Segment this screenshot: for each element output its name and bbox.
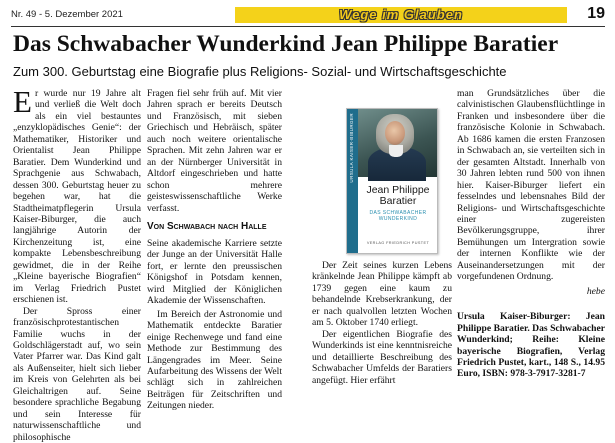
paragraph: Der Spross einer französischprotestantischen Familie wuchs in der Goldschlägerstadt auf, wo sein Vater Pfarrer war. Das Kind galt als Außenseiter, hielt sich lieber im Kreis von Gelehrten als bei Gleichaltrigen auf. Seine besondere sprachliche Begabung und sein Interesse für naturwissenschaftliche und philosophische: [13, 305, 141, 443]
paragraph: Fragen fiel sehr früh auf. Mit vier Jahren sprach er bereits Deutsch und Französisch, mit sieben Griechisch und Hebräisch, später auch noch weitere orientalische Sprachen. Mit zehn Jahren war er an der Nürnberger Universität in Altdorf eingeschrieben und hatte schon mehrere geisteswissenschaftliche Werke verfasst.: [147, 88, 282, 214]
issue-date: Nr. 49 - 5. Dezember 2021: [11, 9, 123, 20]
masthead-banner: [235, 7, 567, 23]
article-column-1: [13, 84, 141, 443]
book-title: [361, 185, 435, 207]
book-subtitle-line: WUNDERKIND: [378, 216, 418, 222]
portrait-face: [385, 121, 405, 145]
author-initials: hebe: [586, 285, 605, 297]
book-subtitle: [361, 210, 435, 222]
paragraph: man Grundsätzliches über die calvinistischen Glaubensflüchtlinge in Franken und insbesondere über die französische Kolonie in Schwabach. Ab 1686 kamen die ersten Franzosen in Schwabach an, sie verteilten sich in der gesamten Altstadt. Innerhalb von 30 Jahren lebten rund 500 von ihnen hier. Kaiser-Biburger liefert ein fesselndes und lebensnahes Bild der Religions- und Wirtschaftsgeschichte einer zugereisten Bevölkerungsgruppe, ihrer Bemühungen um Intergration sowie der internen Konflikte wie der Auseinandersetzungen mit der vorgefundenen Ordnung.: [457, 88, 605, 283]
article-column-3: [312, 260, 452, 386]
book-publisher: VERLAG FRIEDRICH PUSTET: [366, 241, 430, 245]
article-subtitle: Zum 300. Geburtstag eine Biografie plus Religions- Sozial- und Wirtschaftsgeschichte: [13, 64, 507, 79]
book-portrait-image: [358, 109, 437, 177]
paragraph: [13, 84, 141, 306]
paragraph: Seine akademische Karriere setzte der Junge an der Universität Halle fort, er lernte den preussischen Königshof in Potsdam kennen, wird Mitglied der Königlichen Akademie der Wissenschaften.: [147, 237, 282, 307]
paragraph-text: r wurde nur 19 Jahre alt und verließ die Welt doch als ein viel bestauntes „enzyklopädisches Genie“: der Mathematiker, Historiker und Orientalist Jean Philippe Baratier. Dem Wunderkind und Sprachgenie aus Schwabach, dessen 300. Geburtstag heuer zu begehen war, hat die Stadtheimatpflegerin Ursula Kaiser-Biburger, die auch langjährige Autorin der Kirchenzeitung ist, eine kompakte Lebensbeschreibung gewidmet, die in der Reihe „Kleine bayerische Biografien“ im Verlag Friedrich Pustet erschienen ist.: [13, 88, 141, 306]
book-cover-image: [346, 108, 438, 254]
drop-cap: E: [13, 84, 32, 119]
page-number: 19: [587, 5, 605, 22]
book-title-line: Jean Philippe: [366, 184, 430, 196]
article-title: Das Schwabacher Wunderkind Jean Philippe Baratier: [13, 31, 559, 57]
book-credits: Ursula Kaiser-Biburger: Jean Philippe Baratier. Das Schwabacher Wunderkind; Reihe: Kleine bayerische Biografien, Verlag Friedrich Pustet, kart., 148 S., 14.95 Euro, ISBN: 978-3-7917-3281-7: [457, 311, 605, 380]
portrait-collar: [389, 145, 403, 157]
section-subheading: Von Schwabach nach Halle: [147, 220, 267, 232]
paragraph: Der eigentlichen Biografie des Wunderkinds ist eine kenntnisreiche und detaillierte Beschreibung des Schwabacher Umfelds der Baratiers angefügt. Hier erfährt: [312, 328, 452, 386]
article-column-4: [457, 88, 605, 380]
book-spine-author: URSULA KAISER-BIBURGER: [349, 113, 354, 183]
paragraph: Im Bereich der Astronomie und Mathematik entdeckte Baratier einige Rechenwege und fand eine Methode zur Bestimmung des Längengrades im Meer. Seine Aufarbeitung des Wissens der Welt schlägt sich in zahlreichen Beiträgen für Zeitschriften und Zeitungen nieder.: [147, 308, 282, 412]
book-subtitle-line: DAS SCHWABACHER: [369, 210, 427, 216]
article-column-2: [147, 88, 282, 412]
masthead-title: Wege im Glauben: [339, 7, 463, 22]
book-spine: [347, 109, 358, 253]
paragraph: Der Zeit seines kurzen Lebens kränkelnde Jean Philippe kämpft ab 1739 gegen eine kaum zu behandelnde Krebserkrankung, der er nach qualvollen letzten Wochen am 5. Oktober 1740 erliegt.: [312, 260, 452, 329]
book-title-line: Baratier: [379, 195, 417, 207]
page-header: [11, 5, 605, 25]
header-rule: [11, 26, 605, 27]
